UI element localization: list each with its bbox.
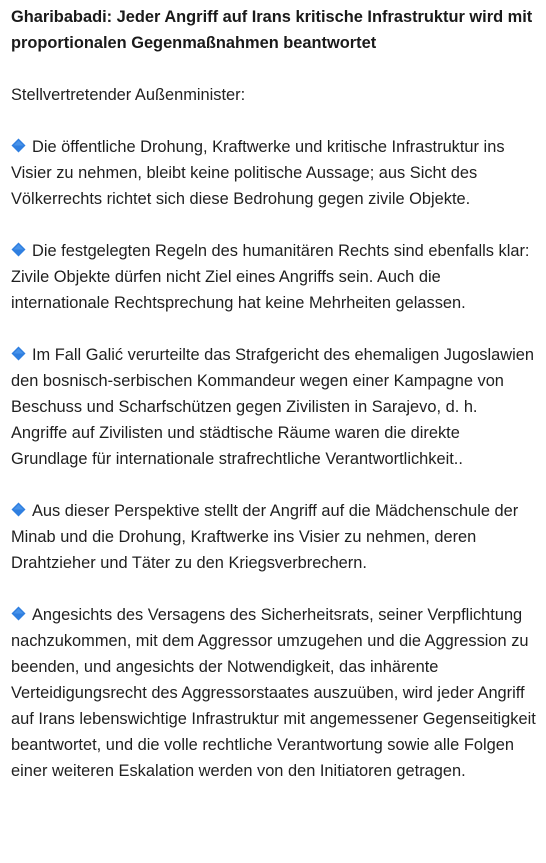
paragraph-1	[11, 134, 536, 212]
post-title: Gharibabadi: Jeder Angriff auf Irans kritische Infrastruktur wird mit proportionalen Gegenmaßnahmen beantwortet	[11, 8, 533, 52]
paragraph-3	[11, 342, 536, 472]
small-blue-diamond-icon	[11, 346, 26, 361]
paragraph-5	[11, 602, 536, 784]
small-blue-diamond-icon	[11, 138, 26, 153]
post-subtitle: Stellvertretender Außenminister:	[11, 86, 246, 104]
paragraph-text: Die öffentliche Drohung, Kraftwerke und kritische Infrastruktur ins Visier zu nehmen, bleibt keine politische Aussage; aus Sicht des Völkerrechts richtet sich diese Bedrohung gegen zivile Objekte.	[11, 138, 505, 208]
small-blue-diamond-icon	[11, 502, 26, 517]
small-blue-diamond-icon	[11, 242, 26, 257]
paragraph-text: Die festgelegten Regeln des humanitären Rechts sind ebenfalls klar: Zivile Objekte dürfen nicht Ziel eines Angriffs sein. Auch die internationale Rechtsprechung hat keine Mehrheiten gelassen.	[11, 242, 530, 312]
paragraph-text: Im Fall Galić verurteilte das Strafgericht des ehemaligen Jugoslawien den bosnisch-serbischen Kommandeur wegen einer Kampagne von Beschuss und Scharfschützen gegen Zivilisten in Sarajevo, d. h. Angriffe auf Zivilisten und städtische Räume waren die direkte Grundlage für internationale strafrechtliche Verantwortlichkeit..	[11, 346, 534, 468]
paragraph-4	[11, 498, 536, 576]
paragraph-2	[11, 238, 536, 316]
paragraph-text: Angesichts des Versagens des Sicherheitsrats, seiner Verpflichtung nachzukommen, mit dem Aggressor umzugehen und die Aggression zu beenden, und angesichts der Notwendigkeit, das inhärente Verteidigungsrecht des Aggressorstaates auszuüben, wird jeder Angriff auf Irans lebenswichtige Infrastruktur mit angemessener Gegenseitigkeit beantwortet, und die volle rechtliche Verantwortung sowie alle Folgen einer weiteren Eskalation werden von den Initiatoren getragen.	[11, 606, 536, 780]
small-blue-diamond-icon	[11, 606, 26, 621]
paragraph-text: Aus dieser Perspektive stellt der Angriff auf die Mädchenschule der Minab und die Drohung, Kraftwerke ins Visier zu nehmen, deren Drahtzieher und Täter zu den Kriegsverbrechern.	[11, 502, 519, 572]
